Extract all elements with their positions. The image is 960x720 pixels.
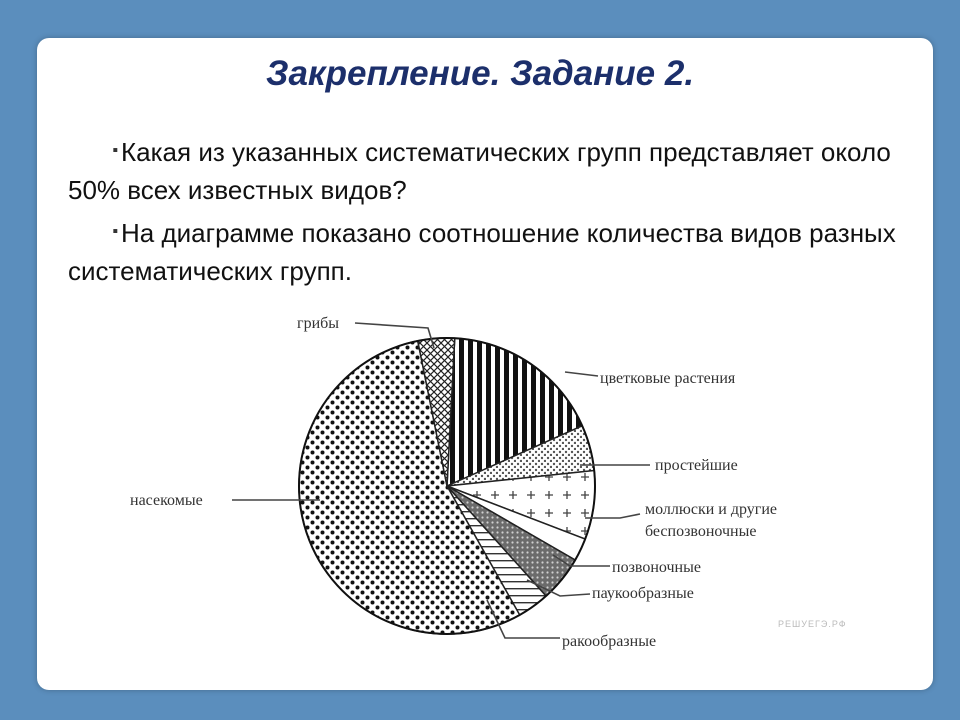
slice-label-грибы: грибы bbox=[297, 315, 340, 332]
slice-label-простейшие: простейшие bbox=[655, 457, 738, 474]
paragraph-description-text: На диаграмме показано соотношение количества видов разных систематических групп. bbox=[68, 218, 896, 286]
slice-label-моллюски-и-другие-беспозвоночные-line2: беспозвоночные bbox=[645, 523, 757, 540]
slice-label-паукообразные: паукообразные bbox=[592, 585, 694, 602]
leader-line-моллюски-и-другие-беспозвоночные bbox=[585, 514, 640, 518]
slice-label-насекомые: насекомые bbox=[130, 492, 203, 509]
leader-line-цветковые-растения bbox=[565, 372, 598, 376]
watermark: РЕШУЕГЭ.РФ bbox=[778, 619, 847, 629]
slice-label-цветковые-растения: цветковые растения bbox=[600, 370, 736, 387]
slide-title: Закрепление. Задание 2. bbox=[265, 54, 695, 93]
slice-label-позвоночные: позвоночные bbox=[612, 559, 701, 576]
slice-label-ракообразные: ракообразные bbox=[562, 633, 657, 650]
paragraph-question-text: Какая из указанных систематических групп представляет около 50% всех известных видов? bbox=[68, 137, 891, 205]
slice-label-моллюски-и-другие-беспозвоночные-line1: моллюски и другие bbox=[645, 501, 777, 518]
